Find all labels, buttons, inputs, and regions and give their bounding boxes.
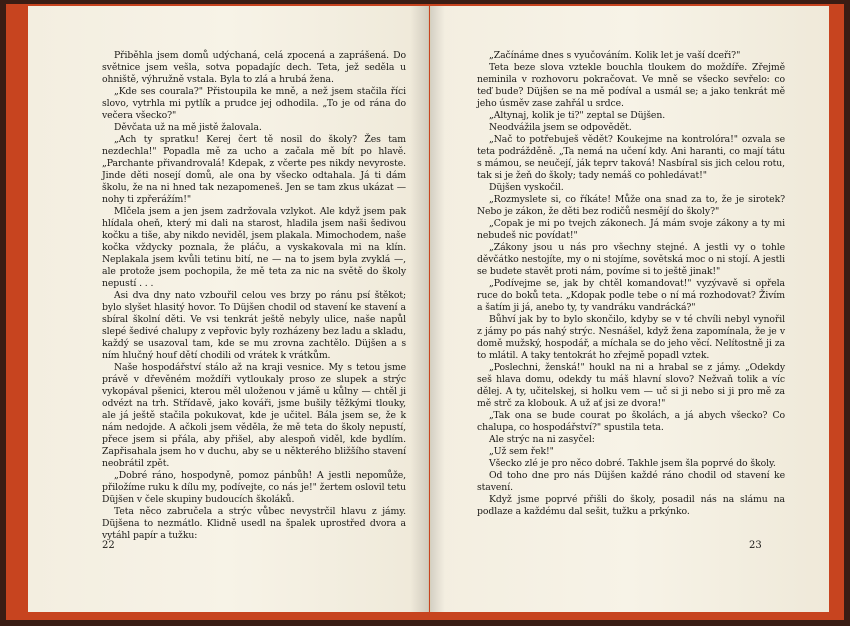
paragraph: „Nač to potřebuješ vědět? Koukejme na kontrolóra!" ozvala se teta podrážděně. „Ta nemá na učení kdy. Ani haranti, co mají tátu s mámou, se neučejí, ják teprv taková! Nasbíral sis jich celou rotu, tak si je žeň do školy; tady nemáš co pohledávat!"	[477, 134, 785, 181]
paragraph: Děvčata už na mě jistě žalovala.	[114, 122, 262, 133]
paragraph: „Dobré ráno, hospodyně, pomoz pánbůh! A jestli nepomůže, přiložíme ruku k dílu my, podívejte, co nás je!" žertem oslovil tetu Düjšen v čele skupiny budoucích školáků.	[102, 470, 406, 505]
paragraph: Když jsme poprvé přišli do školy, posadil nás na slámu na podlaze a každému dal sešit, tužku a prkýnko.	[477, 494, 785, 517]
paragraph: Naše hospodářství stálo až na kraji vesnice. My s tetou jsme právě v dřevěném moždíři vytloukaly proso ze slupek a strýc vykopával pšenici, kterou měl uloženou v jámě u kůlny — chtěl ji odvézt na trh. Střídavě, jako kováři, jsme bušily těžkými tlouky, ale já ještě stačila pokukovat, kde je učitel. Bála jsem se, že k nám nedojde. A ačkoli jsem věděla, že mě teta do školy nepustí, přece jsem si přála, aby přišel, aby alespoň viděl, kde bydlím. Zapřisahala jsem ho v duchu, aby se u některého bližšího stavení neobrátil zpět.	[102, 362, 406, 469]
paragraph: Düjšen vyskočil.	[489, 182, 564, 193]
gutter-shadow	[410, 6, 428, 612]
paragraph: Bůhví jak by to bylo skončilo, kdyby se v té chvíli nebyl vynořil z jámy po pás nahý strýc. Nesnášel, když žena zapomínala, že je v domě mužský, hospodář, a míchala se do jeho věcí. Nelítostně ji za to mlátil. A taky tentokrát ho zřejmě popadl vztek.	[477, 314, 785, 361]
page-number: 23	[749, 540, 762, 551]
paragraph: „Už sem řek!"	[489, 446, 554, 457]
paragraph: Od toho dne pro nás Düjšen každé ráno chodil od stavení ke stavení.	[477, 470, 785, 493]
paragraph: Přiběhla jsem domů udýchaná, celá zpocená a zaprášená. Do světnice jsem vešla, sotva popadajíc dech. Teta, jež seděla u ohniště, výhružně vstala. Byla to zlá a hrubá žena.	[102, 50, 406, 85]
paragraph: „Začínáme dnes s vyučováním. Kolik let je vaší dceři?"	[489, 50, 741, 61]
paragraph: „Copak je mi po tvejch zákonech. Já mám svoje zákony a ty mi nebudeš nic povídat!"	[477, 218, 785, 241]
paragraph: Mlčela jsem a jen jsem zadržovala vzlykot. Ale když jsem pak hlídala oheň, který mi dali na starost, hladila jsem naši šedivou kočku a tiše, aby nikdo neviděl, jsem plakala. Mimochodem, naše kočka vždycky poznala, že pláču, a vyskakovala mi na klín. Neplakala jsem kvůli tetinu bití, ne — na to jsem byla zvyklá —, ale protože jsem pochopila, že mě teta za nic na světě do školy nepustí . . .	[102, 206, 406, 289]
paragraph: Asi dva dny nato vzbouřil celou ves brzy po ránu psí štěkot; bylo slyšet hlasitý hovor. To Düjšen chodil od stavení ke stavení a sbíral školní děti. Ve vsi tenkrát ještě nebyly ulice, naše napůl slepé šedivé chalupy z vepřovic byly rozházeny bez ladu a skladu, každý se usazoval tam, kde se mu zrovna zachtělo. Düjšen a s ním hlučný houf dětí chodili od vrátek k vrátkům.	[102, 290, 406, 361]
paragraph: „Podívejme se, jak by chtěl komandovat!" vyzývavě si opřela ruce do boků teta. „Kdopak podle tebe o ní má rozhodovat? Živím a šatím ji já, anebo ty, ty vandráku vandrácká?"	[477, 278, 785, 313]
right-page	[430, 6, 829, 612]
page-number: 22	[102, 540, 115, 551]
left-page	[28, 6, 429, 612]
paragraph: Ale strýc na ni zasyčel:	[489, 434, 595, 445]
paragraph: „Zákony jsou u nás pro všechny stejné. A jestli vy o tohle děvčátko nestojíte, my o ni stojíme, sovětská moc o ni stojí. A jestli se budete stavět proti nám, povíme si to ještě jinak!"	[477, 242, 785, 277]
paragraph: „Poslechni, ženská!" houkl na ni a hrabal se z jámy. „Odekdy seš hlava domu, odekdy tu máš hlavní slovo? Nežvaň tolik a víc dělej. A ty, učitelskej, si holku vem — uč si ji nebo si ji pro mě za mě strč za klobouk. A už ať jsi ze dvora!"	[477, 362, 785, 409]
paragraph: „Altynaj, kolik je ti?" zeptal se Düjšen.	[489, 110, 666, 121]
paragraph: „Tak ona se bude courat po školách, a já abych všecko? Co chalupa, co hospodářství?" spustila teta.	[477, 410, 785, 433]
gutter-shadow	[431, 6, 445, 612]
paragraph: Teta beze slova vztekle bouchla tloukem do moždíře. Zřejmě neminila v rozhovoru pokračovat. Ve mně se všecko sevřelo: co teď bude? Düjšen se na mě podíval a usmál se; a jako tenkrát mě jeho úsměv zase zahřál u srdce.	[477, 62, 785, 109]
paragraph: Teta něco zabručela a strýc vůbec nevystrčil hlavu z jámy. Düjšena to nezmátlo. Klidně usedl na špalek uprostřed dvora a vytáhl papír a tužku:	[102, 506, 406, 541]
paragraph: Všecko zlé je pro něco dobré. Takhle jsem šla poprvé do školy.	[489, 458, 776, 469]
paragraph: „Ach ty spratku! Kerej čert tě nosil do školy? Žes tam nezdechla!" Popadla mě za ucho a začala mě bít po hlavě. „Parchante přivandrovalá! Kdepak, z včerte pes nikdy nevyroste. Jinde děti nosejí domů, ale ona by všecko odtahala. Já ti dám školu, že na ni hned tak nezapomeneš. Jen se tam zkus ukázat — nohy ti zpřerážím!"	[102, 134, 406, 205]
right-page-text	[477, 50, 785, 518]
paragraph: Neodvážila jsem se odpovědět.	[489, 122, 632, 133]
paragraph: „Rozmyslete si, co říkáte! Může ona snad za to, že je sirotek? Nebo je zákon, že děti bez rodičů nesmějí do školy?"	[477, 194, 785, 217]
left-page-text	[102, 50, 406, 542]
book-spread	[6, 4, 844, 620]
paragraph: „Kde ses courala?" Přistoupila ke mně, a než jsem stačila říci slovo, vytrhla mi pytlík a prudce jej odhodila. „To je od rána do večera všecko?"	[102, 86, 406, 121]
